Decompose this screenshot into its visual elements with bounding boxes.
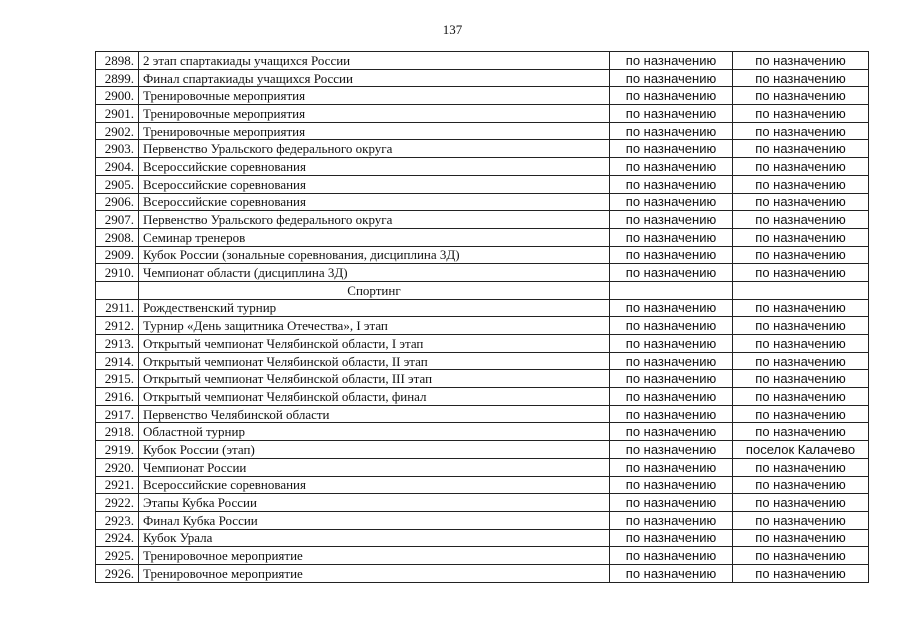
table-row xyxy=(96,405,869,423)
event-date: по назначению xyxy=(610,547,733,565)
event-location: по назначению xyxy=(733,317,869,335)
table-row xyxy=(96,352,869,370)
event-date: по назначению xyxy=(610,476,733,494)
event-name: Открытый чемпионат Челябинской области, III этап xyxy=(139,370,610,388)
event-date: по назначению xyxy=(610,52,733,70)
row-number: 2921. xyxy=(96,476,139,494)
table-row xyxy=(96,476,869,494)
table-row xyxy=(96,122,869,140)
event-location: поселок Калачево xyxy=(733,441,869,459)
table-row xyxy=(96,264,869,282)
event-date: по назначению xyxy=(610,158,733,176)
event-name: Семинар тренеров xyxy=(139,228,610,246)
event-name: Первенство Уральского федерального округа xyxy=(139,211,610,229)
event-date: по назначению xyxy=(610,105,733,123)
table-row xyxy=(96,529,869,547)
event-name: Рождественский турнир xyxy=(139,299,610,317)
event-location: по назначению xyxy=(733,458,869,476)
event-date: по назначению xyxy=(610,264,733,282)
row-number: 2902. xyxy=(96,122,139,140)
event-name: Тренировочное мероприятие xyxy=(139,547,610,565)
event-name: Этапы Кубка России xyxy=(139,494,610,512)
event-location: по назначению xyxy=(733,547,869,565)
event-name: Чемпионат России xyxy=(139,458,610,476)
event-location: по назначению xyxy=(733,69,869,87)
table-row xyxy=(96,52,869,70)
section-title: Спортинг xyxy=(139,281,610,299)
event-date: по назначению xyxy=(610,211,733,229)
section-empty-cell xyxy=(733,281,869,299)
event-name: Тренировочные мероприятия xyxy=(139,122,610,140)
event-date: по назначению xyxy=(610,246,733,264)
event-name: Финал спартакиады учащихся России xyxy=(139,69,610,87)
event-name: Всероссийские соревнования xyxy=(139,158,610,176)
event-name: Областной турнир xyxy=(139,423,610,441)
event-name: Тренировочные мероприятия xyxy=(139,87,610,105)
event-location: по назначению xyxy=(733,370,869,388)
event-location: по назначению xyxy=(733,246,869,264)
event-name: Всероссийские соревнования xyxy=(139,175,610,193)
section-number-cell xyxy=(96,281,139,299)
row-number: 2915. xyxy=(96,370,139,388)
event-name: Всероссийские соревнования xyxy=(139,193,610,211)
events-table-body xyxy=(96,52,869,583)
row-number: 2910. xyxy=(96,264,139,282)
event-date: по назначению xyxy=(610,441,733,459)
event-location: по назначению xyxy=(733,335,869,353)
event-location: по назначению xyxy=(733,564,869,582)
row-number: 2922. xyxy=(96,494,139,512)
event-date: по назначению xyxy=(610,69,733,87)
section-empty-cell xyxy=(610,281,733,299)
row-number: 2900. xyxy=(96,87,139,105)
row-number: 2919. xyxy=(96,441,139,459)
event-date: по назначению xyxy=(610,193,733,211)
event-location: по назначению xyxy=(733,405,869,423)
event-name: Чемпионат области (дисциплина 3Д) xyxy=(139,264,610,282)
event-location: по назначению xyxy=(733,105,869,123)
row-number: 2903. xyxy=(96,140,139,158)
row-number: 2926. xyxy=(96,564,139,582)
table-row xyxy=(96,494,869,512)
table-row xyxy=(96,158,869,176)
event-location: по назначению xyxy=(733,476,869,494)
event-location: по назначению xyxy=(733,52,869,70)
event-name: Кубок России (зональные соревнования, дисциплина 3Д) xyxy=(139,246,610,264)
event-location: по назначению xyxy=(733,352,869,370)
row-number: 2912. xyxy=(96,317,139,335)
table-row xyxy=(96,388,869,406)
event-date: по назначению xyxy=(610,299,733,317)
row-number: 2908. xyxy=(96,228,139,246)
row-number: 2918. xyxy=(96,423,139,441)
event-date: по назначению xyxy=(610,511,733,529)
event-location: по назначению xyxy=(733,193,869,211)
row-number: 2909. xyxy=(96,246,139,264)
table-row xyxy=(96,564,869,582)
event-location: по назначению xyxy=(733,511,869,529)
event-location: по назначению xyxy=(733,494,869,512)
event-name: Первенство Челябинской области xyxy=(139,405,610,423)
event-date: по назначению xyxy=(610,564,733,582)
row-number: 2916. xyxy=(96,388,139,406)
event-name: Турнир «День защитника Отечества», I этап xyxy=(139,317,610,335)
event-name: Открытый чемпионат Челябинской области, I этап xyxy=(139,335,610,353)
table-row xyxy=(96,423,869,441)
event-location: по назначению xyxy=(733,299,869,317)
event-location: по назначению xyxy=(733,140,869,158)
row-number: 2913. xyxy=(96,335,139,353)
event-location: по назначению xyxy=(733,423,869,441)
event-date: по назначению xyxy=(610,122,733,140)
event-name: Финал Кубка России xyxy=(139,511,610,529)
row-number: 2901. xyxy=(96,105,139,123)
event-date: по назначению xyxy=(610,228,733,246)
event-date: по назначению xyxy=(610,388,733,406)
event-date: по назначению xyxy=(610,423,733,441)
row-number: 2924. xyxy=(96,529,139,547)
table-row xyxy=(96,105,869,123)
event-date: по назначению xyxy=(610,352,733,370)
row-number: 2911. xyxy=(96,299,139,317)
row-number: 2923. xyxy=(96,511,139,529)
event-date: по назначению xyxy=(610,140,733,158)
event-date: по назначению xyxy=(610,529,733,547)
event-location: по назначению xyxy=(733,175,869,193)
row-number: 2905. xyxy=(96,175,139,193)
event-date: по назначению xyxy=(610,458,733,476)
event-location: по назначению xyxy=(733,529,869,547)
table-row xyxy=(96,246,869,264)
table-row xyxy=(96,441,869,459)
event-location: по назначению xyxy=(733,87,869,105)
table-row xyxy=(96,370,869,388)
events-table xyxy=(95,51,869,583)
event-location: по назначению xyxy=(733,228,869,246)
event-name: Всероссийские соревнования xyxy=(139,476,610,494)
event-name: Тренировочное мероприятие xyxy=(139,564,610,582)
event-date: по назначению xyxy=(610,405,733,423)
row-number: 2920. xyxy=(96,458,139,476)
page-number: 137 xyxy=(442,22,463,37)
section-row xyxy=(96,281,869,299)
event-date: по назначению xyxy=(610,335,733,353)
table-row xyxy=(96,547,869,565)
row-number: 2899. xyxy=(96,69,139,87)
event-date: по назначению xyxy=(610,317,733,335)
row-number: 2898. xyxy=(96,52,139,70)
event-name: Первенство Уральского федерального округа xyxy=(139,140,610,158)
event-name: Открытый чемпионат Челябинской области, II этап xyxy=(139,352,610,370)
event-date: по назначению xyxy=(610,370,733,388)
event-date: по назначению xyxy=(610,494,733,512)
event-location: по назначению xyxy=(733,122,869,140)
table-row xyxy=(96,228,869,246)
table-row xyxy=(96,69,869,87)
event-location: по назначению xyxy=(733,264,869,282)
event-date: по назначению xyxy=(610,175,733,193)
table-row xyxy=(96,175,869,193)
row-number: 2904. xyxy=(96,158,139,176)
table-row xyxy=(96,193,869,211)
event-name: Открытый чемпионат Челябинской области, финал xyxy=(139,388,610,406)
table-row xyxy=(96,335,869,353)
row-number: 2907. xyxy=(96,211,139,229)
table-row xyxy=(96,511,869,529)
row-number: 2917. xyxy=(96,405,139,423)
row-number: 2906. xyxy=(96,193,139,211)
event-date: по назначению xyxy=(610,87,733,105)
event-location: по назначению xyxy=(733,211,869,229)
row-number: 2925. xyxy=(96,547,139,565)
table-row xyxy=(96,458,869,476)
event-name: 2 этап спартакиады учащихся России xyxy=(139,52,610,70)
table-row xyxy=(96,140,869,158)
event-name: Кубок России (этап) xyxy=(139,441,610,459)
event-location: по назначению xyxy=(733,158,869,176)
table-row xyxy=(96,317,869,335)
table-row xyxy=(96,299,869,317)
event-name: Тренировочные мероприятия xyxy=(139,105,610,123)
table-row xyxy=(96,87,869,105)
event-location: по назначению xyxy=(733,388,869,406)
row-number: 2914. xyxy=(96,352,139,370)
table-row xyxy=(96,211,869,229)
event-name: Кубок Урала xyxy=(139,529,610,547)
